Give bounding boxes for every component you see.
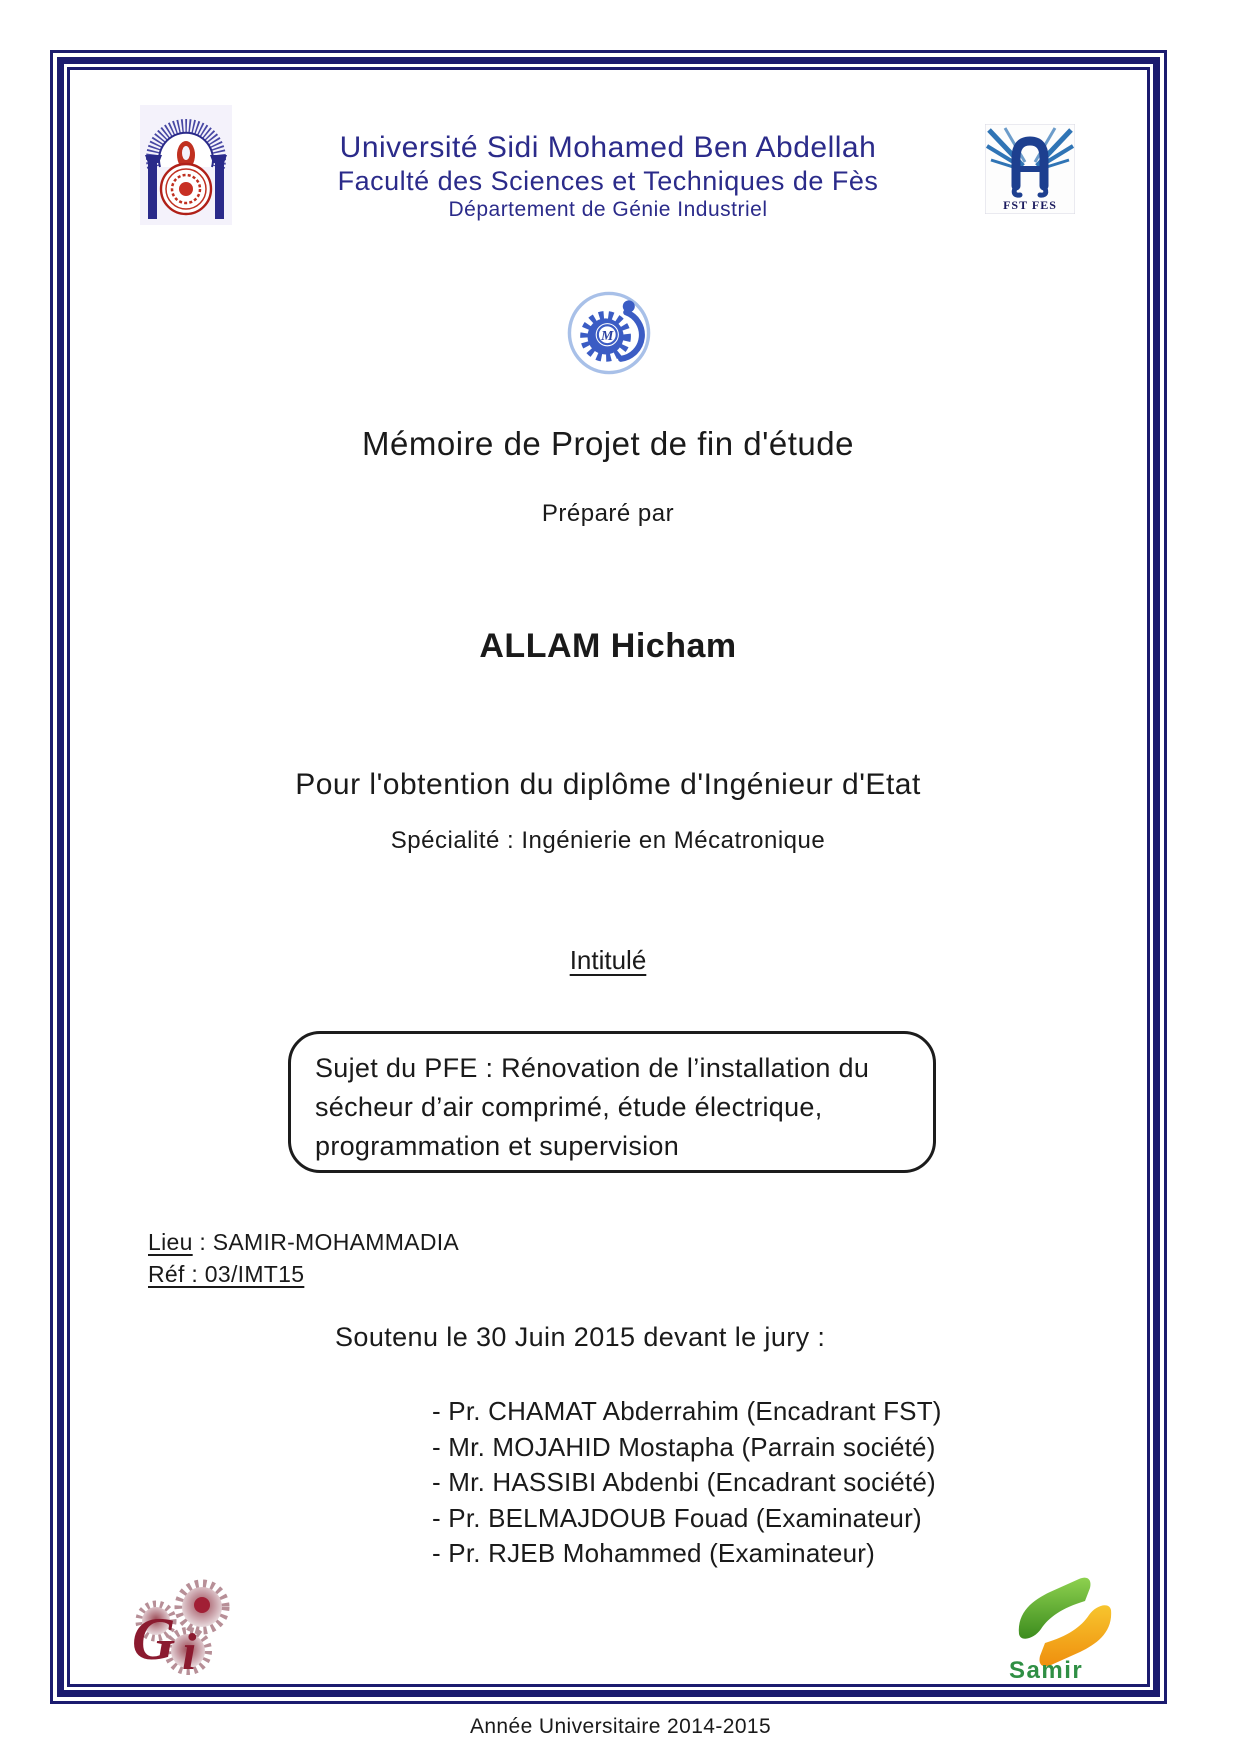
i-dot: [194, 1597, 210, 1613]
degree-line: Pour l'obtention du diplôme d'Ingénieur d'Etat: [295, 768, 921, 801]
jury-member: - Pr. CHAMAT Abderrahim (Encadrant FST): [432, 1396, 942, 1426]
subject-box: [288, 1031, 936, 1173]
jury-intro: Soutenu le 30 Juin 2015 devant le jury :: [335, 1322, 826, 1352]
gi-logo: [120, 1577, 252, 1685]
specialty-line: Spécialité : Ingénierie en Mécatronique: [390, 827, 826, 854]
samir-logo: [995, 1570, 1137, 1682]
jury-member: - Mr. HASSIBI Abdenbi (Encadrant société): [432, 1467, 936, 1497]
jury-member: - Pr. RJEB Mohammed (Examinateur): [432, 1538, 875, 1568]
fst-fes-caption: FST FES: [1003, 198, 1057, 212]
gi-letter-i: i: [182, 1624, 197, 1681]
lieu-value: : SAMIR-MOHAMMADIA: [192, 1229, 460, 1255]
memoire-title: Mémoire de Projet de fin d'étude: [362, 425, 854, 462]
header-faculty: Faculté des Sciences et Techniques de Fès: [337, 166, 879, 196]
jury-list: [432, 1394, 942, 1572]
gi-letter-g: G: [132, 1606, 176, 1672]
lieu-line: [148, 1229, 459, 1256]
mecatronique-logo: [566, 290, 652, 376]
intitule-heading: Intitulé: [569, 945, 647, 975]
jury-member: - Mr. MOJAHID Mostapha (Parrain société): [432, 1431, 936, 1462]
samir-caption: Samir: [1009, 1657, 1084, 1682]
mecatronique-initial: M: [601, 327, 614, 343]
footer-year: Année Universitaire 2014-2015: [469, 1715, 772, 1738]
prepared-by-label: Préparé par: [541, 500, 675, 527]
header-department: Département de Génie Industriel: [448, 198, 768, 221]
header-university: Université Sidi Mohamed Ben Abdellah: [339, 131, 877, 164]
lieu-label: Lieu: [148, 1229, 193, 1255]
ref-line: Réf : 03/IMT15: [148, 1261, 305, 1287]
fst-fes-logo: [985, 124, 1075, 214]
dot: [623, 300, 635, 312]
author-name: ALLAM Hicham: [479, 627, 737, 665]
subject-text: Sujet du PFE : Rénovation de l’installation du sécheur d’air comprimé, étude électrique, programmation et supervision: [315, 1053, 870, 1161]
jury-member: - Pr. BELMAJDOUB Fouad (Examinateur): [432, 1502, 922, 1533]
